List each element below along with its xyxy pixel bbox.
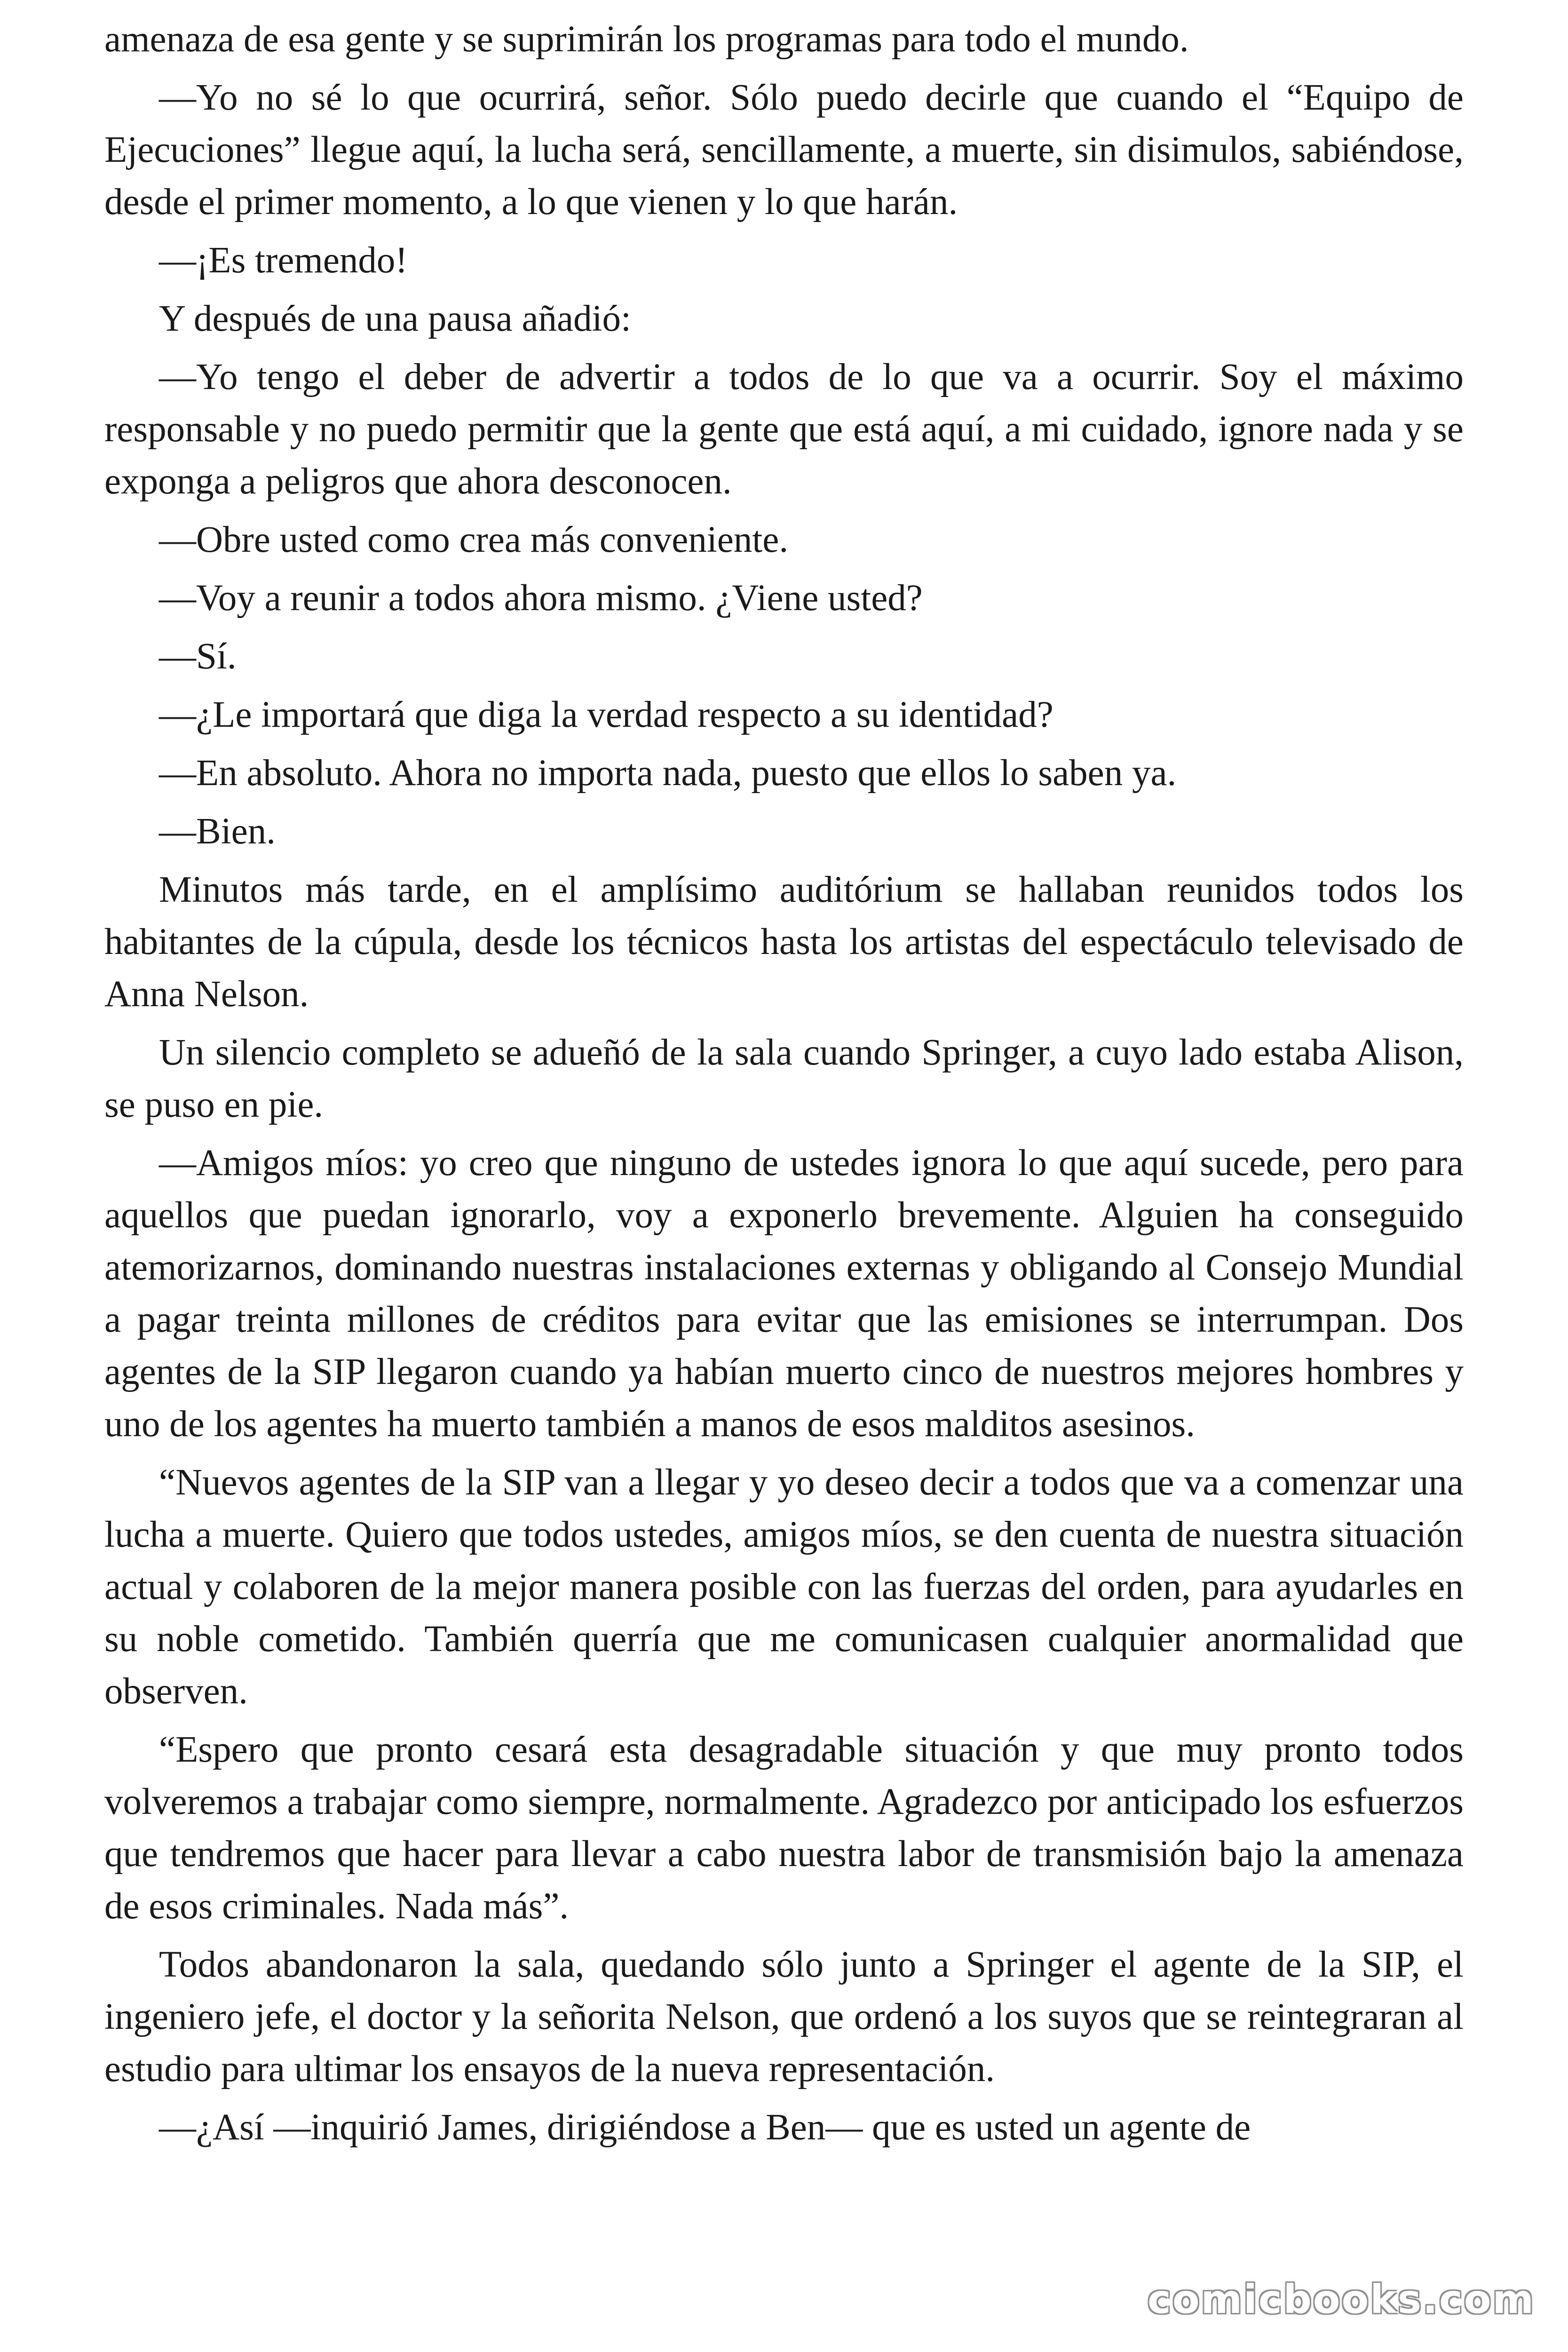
paragraph-dialogue: —Yo no sé lo que ocurrirá, señor. Sólo puedo decirle que cuando el “Equipo de Ejecuciones” llegue aquí, la lucha será, sencillamente, a muerte, sin disimulos, sabiéndose, desde el primer momento, a lo que vienen y lo que harán. xyxy=(104,77,1464,222)
paragraph-dialogue: —Sí. xyxy=(159,636,237,677)
paragraph: Todos abandonaron la sala, quedando sólo junto a Springer el agente de la SIP, el ingeniero jefe, el doctor y la señorita Nelson, que ordenó a los suyos que se reintegraran al estudio para ultimar los ensayos de la nueva representación. xyxy=(104,1944,1464,2090)
paragraph-speech: —Amigos míos: yo creo que ninguno de ustedes ignora lo que aquí sucede, pero para aquellos que puedan ignorarlo, voy a exponerlo brevemente. Alguien ha conseguido atemorizarnos, dominando nuestras instalaciones externas y obligando al Consejo Mundial a pagar treinta millones de créditos para evitar que las emisiones se interrumpan. Dos agentes de la SIP llegaron cuando ya habían muerto cinco de nuestros mejores hombres y uno de los agentes ha muerto también a manos de esos malditos asesinos. xyxy=(104,1143,1464,1445)
paragraph-dialogue: —¡Es tremendo! xyxy=(159,240,408,281)
paragraph-dialogue: —Bien. xyxy=(159,811,276,852)
paragraph: Un silencio completo se adueñó de la sala cuando Springer, a cuyo lado estaba Alison, se puso en pie. xyxy=(104,1032,1464,1125)
watermark-logo: comicbooks.com xyxy=(1148,2276,1535,2322)
paragraph-continuation: amenaza de esa gente y se suprimirán los programas para todo el mundo. xyxy=(104,19,1189,60)
paragraph: Y después de una pausa añadió: xyxy=(159,298,632,339)
paragraph-dialogue-cut: —¿Así —inquirió James, dirigiéndose a Ben— que es usted un agente de xyxy=(159,2107,1251,2148)
paragraph-dialogue: —Voy a reunir a todos ahora mismo. ¿Viene usted? xyxy=(159,578,923,619)
paragraph-speech: “Espero que pronto cesará esta desagradable situación y que muy pronto todos volveremos a trabajar como siempre, normalmente. Agradezco por anticipado los esfuerzos que tendremos que hacer para llevar a cabo nuestra labor de transmisión bajo la amenaza de esos criminales. Nada más”. xyxy=(104,1729,1464,1927)
paragraph-dialogue: —En absoluto. Ahora no importa nada, puesto que ellos lo saben ya. xyxy=(159,753,1177,794)
paragraph: Minutos más tarde, en el amplísimo auditórium se hallaban reunidos todos los habitantes de la cúpula, desde los técnicos hasta los artistas del espectáculo televisado de Anna Nelson. xyxy=(104,869,1464,1015)
paragraph-dialogue: —¿Le importará que diga la verdad respecto a su identidad? xyxy=(159,694,1053,735)
paragraph-speech: “Nuevos agentes de la SIP van a llegar y yo deseo decir a todos que va a comenzar una lucha a muerte. Quiero que todos ustedes, amigos míos, se den cuenta de nuestra situación actual y colaboren de la mejor manera posible con las fuerzas del orden, para ayudarles en su noble cometido. También querría que me comunicasen cualquier anormalidad que observen. xyxy=(104,1462,1464,1712)
paragraph-dialogue: —Obre usted como crea más conveniente. xyxy=(159,519,789,560)
paragraph-dialogue: —Yo tengo el deber de advertir a todos de lo que va a ocurrir. Soy el máximo responsable y no puedo permitir que la gente que está aquí, a mi cuidado, ignore nada y se exponga a peligros que ahora desconocen. xyxy=(104,357,1464,502)
